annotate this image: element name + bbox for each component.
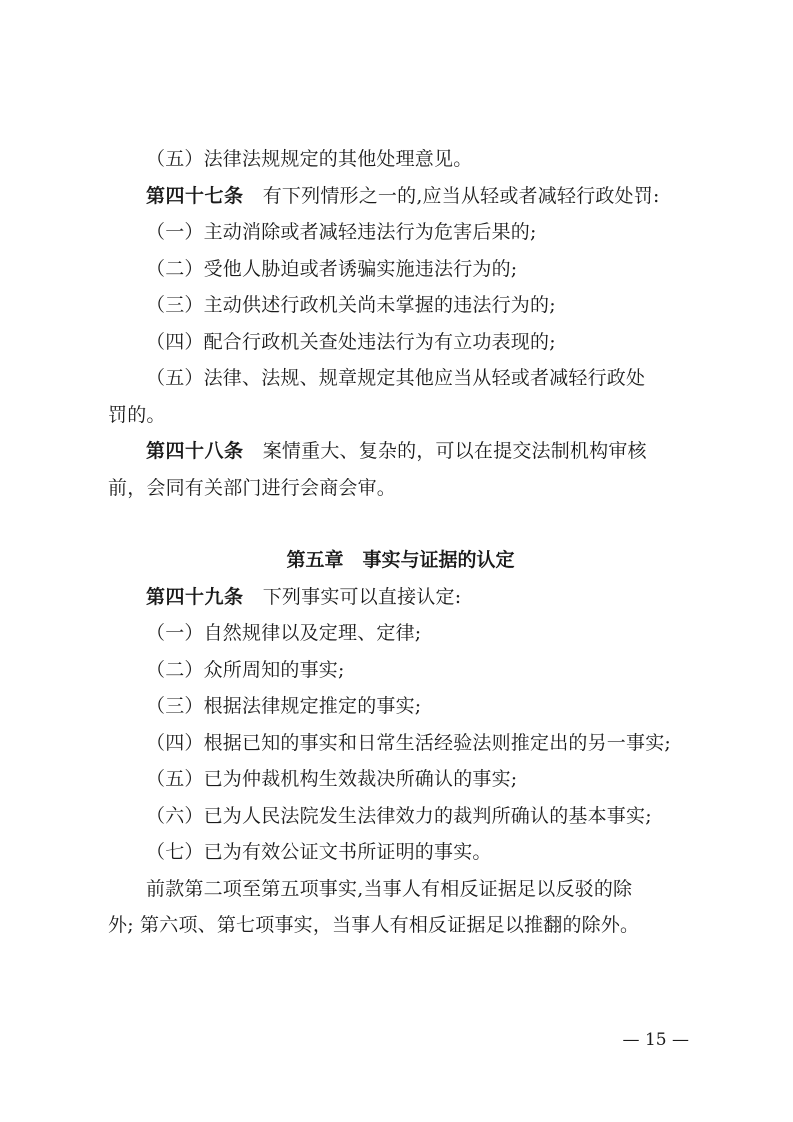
chapter-title: 第五章 事实与证据的认定 <box>286 549 515 571</box>
paragraph-continuation: 罚的。 <box>108 403 166 426</box>
article-text: 案情重大、复杂的，可以在提交法制机构审核 <box>262 440 647 462</box>
paragraph-item: （四）配合行政机关查处违法行为有立功表现的; <box>146 330 556 353</box>
paragraph-item: （一）主动消除或者减轻违法行为危害后果的; <box>146 221 537 243</box>
list-item: （四）根据已知的事实和日常生活经验法则推定出的另一事实; <box>146 731 672 754</box>
paragraph-item: （五）法律法规规定的其他处理意见。 <box>146 148 473 170</box>
paragraph-item: （二）受他人胁迫或者诱骗实施违法行为的; <box>146 257 518 280</box>
paragraph-continuation: 外; 第六项、第七项事实，当事人有相反证据足以推翻的除外。 <box>108 914 640 936</box>
list-item: （六）已为人民法院发生法律效力的裁判所确认的基本事实; <box>146 804 652 827</box>
document-body <box>108 141 693 944</box>
paragraph-item: 前款第二项至第五项事实,当事人有相反证据足以反驳的除 <box>146 877 633 900</box>
article-text: 有下列情形之一的,应当从轻或者减轻行政处罚: <box>262 184 660 207</box>
section-gap <box>108 506 693 542</box>
article-48-heading <box>108 433 693 470</box>
paragraph-item: （三）主动供述行政机关尚未掌握的违法行为的; <box>146 294 556 316</box>
list-item: （一）自然规律以及定理、定律; <box>146 622 422 644</box>
article-number: 第四十七条 <box>146 184 244 207</box>
article-49-heading <box>108 579 693 616</box>
paragraph-continuation: 前，会同有关部门进行会商会审。 <box>108 476 397 499</box>
list-item: （五）已为仲裁机构生效裁决所确认的事实; <box>146 768 518 790</box>
article-47-heading <box>108 178 693 215</box>
article-number: 第四十八条 <box>146 440 244 462</box>
article-number: 第四十九条 <box>146 585 244 608</box>
article-text: 下列事实可以直接认定: <box>262 585 462 608</box>
list-item: （三）根据法律规定推定的事实; <box>146 695 422 717</box>
list-item: （二）众所周知的事实; <box>146 658 345 681</box>
list-item: （七）已为有效公证文书所证明的事实。 <box>146 841 492 863</box>
paragraph-item: （五）法律、法规、规章规定其他应当从轻或者减轻行政处 <box>146 367 646 389</box>
page-number: — 15 — <box>622 1030 689 1050</box>
